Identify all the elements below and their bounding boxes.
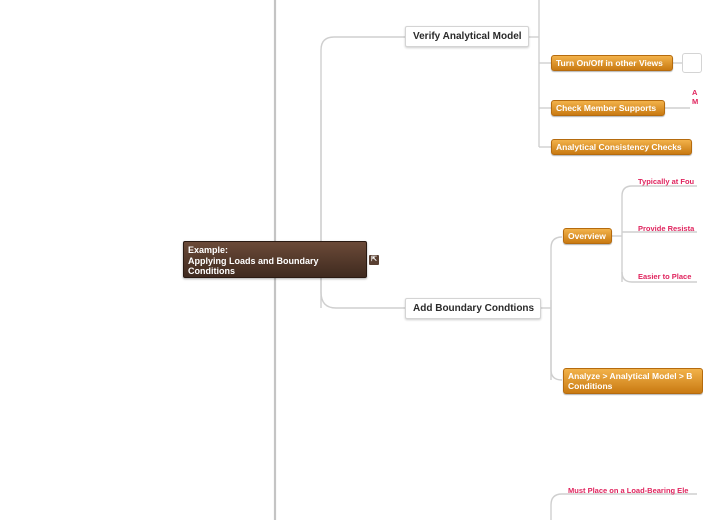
central-topic[interactable] [183, 241, 367, 278]
topic-analytical-consistency[interactable]: Analytical Consistency Checks [551, 139, 692, 155]
expand-icon[interactable]: ⇱ [369, 255, 379, 265]
central-topic-line3: Conditions [188, 266, 235, 276]
leaf-typically-at-foundation: Typically at Fou [638, 177, 695, 186]
collapsed-topic[interactable] [682, 53, 702, 73]
central-topic-line1: Example: [188, 245, 229, 255]
check-leaf-m: M [692, 97, 699, 106]
leaf-easier-to-place: Easier to Place [638, 272, 692, 281]
check-leaf-a: A [692, 88, 698, 97]
branch-verify-analytical-model[interactable]: Verify Analytical Model [405, 26, 529, 47]
topic-overview[interactable]: Overview [563, 228, 612, 244]
leaf-must-place-load-bearing: Must Place on a Load-Bearing Ele [568, 486, 689, 495]
central-topic-line2: Applying Loads and Boundary [188, 255, 319, 266]
topic-check-member-supports[interactable]: Check Member Supports [551, 100, 665, 116]
branch-add-boundary-conditions[interactable]: Add Boundary Condtions [405, 298, 541, 319]
topic-turn-on-off[interactable]: Turn On/Off in other Views [551, 55, 673, 71]
topic-analyze-line2: Conditions [568, 381, 613, 391]
leaf-provide-resistance: Provide Resista [638, 224, 695, 233]
topic-analyze-menu[interactable] [563, 368, 703, 394]
topic-analyze-line1: Analyze > Analytical Model > B [568, 371, 693, 381]
